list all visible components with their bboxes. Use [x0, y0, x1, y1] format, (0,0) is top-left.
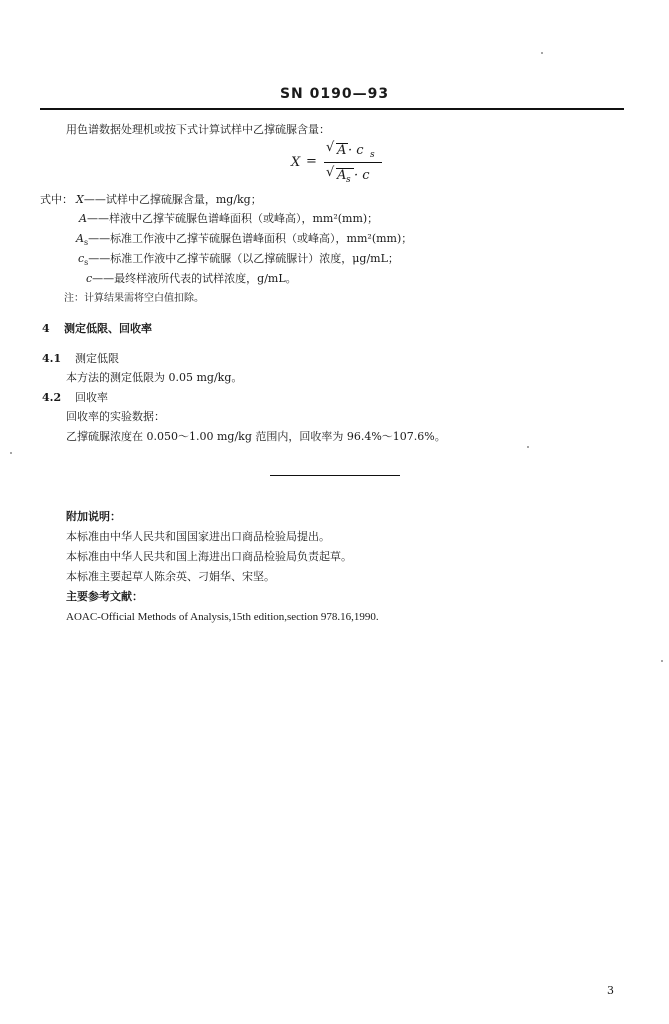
subsection-title: 回收率 [75, 391, 108, 404]
subsection-number: 4.2 [42, 391, 62, 404]
definition-item [76, 232, 412, 250]
subsection-body: 回收率的实验数据： [66, 410, 165, 423]
subsection-number: 4.1 [42, 352, 62, 365]
definition-item [79, 212, 378, 230]
denominator-sqrt-sign: √ [326, 165, 335, 180]
definition-symbol: A [79, 212, 87, 225]
definition-text: ——标准工作液中乙撑苄硫脲（以乙撑硫脲计）浓度，μg/mL； [88, 252, 399, 265]
definition-text: ——样液中乙撑苄硫脲色谱峰面积（或峰高），mm²(mm)； [86, 212, 379, 225]
definition-symbol-sub: s [84, 258, 89, 268]
header-rule [40, 108, 624, 110]
denominator-rest: · c [354, 168, 370, 183]
appendix-title: 附加说明： [66, 510, 121, 523]
numerator-sqrt-sign: √ [326, 140, 335, 155]
denominator-sub: s [346, 175, 351, 185]
section-title: 测定低限、回收率 [64, 322, 152, 335]
standard-number-header: SN 0190—93 [279, 86, 390, 102]
appendix-line: 本标准由中华人民共和国国家进出口商品检验局提出。 [66, 530, 330, 543]
definitions-lead: 式中： [40, 193, 73, 206]
references-title: 主要参考文献： [66, 590, 143, 603]
numerator-sub: s [370, 150, 375, 160]
formula-equals: = [306, 154, 317, 169]
subsection-title: 测定低限 [75, 352, 119, 365]
section-number: 4 [42, 322, 50, 335]
definition-symbol: X [76, 193, 84, 206]
numerator-rest: · c [348, 143, 364, 158]
definition-symbol: c [78, 252, 85, 265]
section-end-rule [270, 475, 400, 476]
definition-item [78, 252, 399, 270]
scan-speck [10, 452, 12, 454]
reference-entry: AOAC-Official Methods of Analysis,15th edition,section 978.16,1990. [66, 611, 379, 623]
definition-text: ——标准工作液中乙撑苄硫脲色谱峰面积（或峰高），mm²(mm)； [88, 232, 413, 245]
definition-text: ——最终样液所代表的试样浓度，g/mL。 [92, 272, 297, 285]
denominator-sqrt-value: A [337, 168, 347, 183]
subsection-body: 乙撑硫脲浓度在 0.050～1.00 mg/kg 范围内，回收率为 96.4%～107.6%。 [66, 430, 446, 443]
scan-speck [661, 660, 663, 662]
definition-symbol-sub: s [83, 238, 89, 248]
calculation-note: 注：计算结果需将空白值扣除。 [64, 293, 204, 304]
fraction-bar [324, 162, 382, 163]
definition-item [76, 193, 262, 211]
definition-symbol: c [86, 272, 93, 285]
page-number: 3 [607, 984, 614, 997]
scan-speck [541, 52, 543, 54]
definition-item [86, 272, 297, 290]
scan-speck [527, 446, 529, 448]
intro-line: 用色谱数据处理机或按下式计算试样中乙撑硫脲含量： [66, 123, 330, 136]
definition-text: ——试样中乙撑硫脲含量，mg/kg； [83, 193, 262, 206]
appendix-line: 本标准主要起草人陈余英、刁娟华、宋坚。 [66, 570, 275, 583]
appendix-line: 本标准由中华人民共和国上海进出口商品检验局负责起草。 [66, 550, 352, 563]
numerator-sqrt-value: A [337, 143, 347, 158]
formula-lhs: X [291, 155, 301, 170]
subsection-body: 本方法的测定低限为 0.05 mg/kg。 [66, 371, 243, 384]
definition-symbol: A [76, 232, 84, 245]
